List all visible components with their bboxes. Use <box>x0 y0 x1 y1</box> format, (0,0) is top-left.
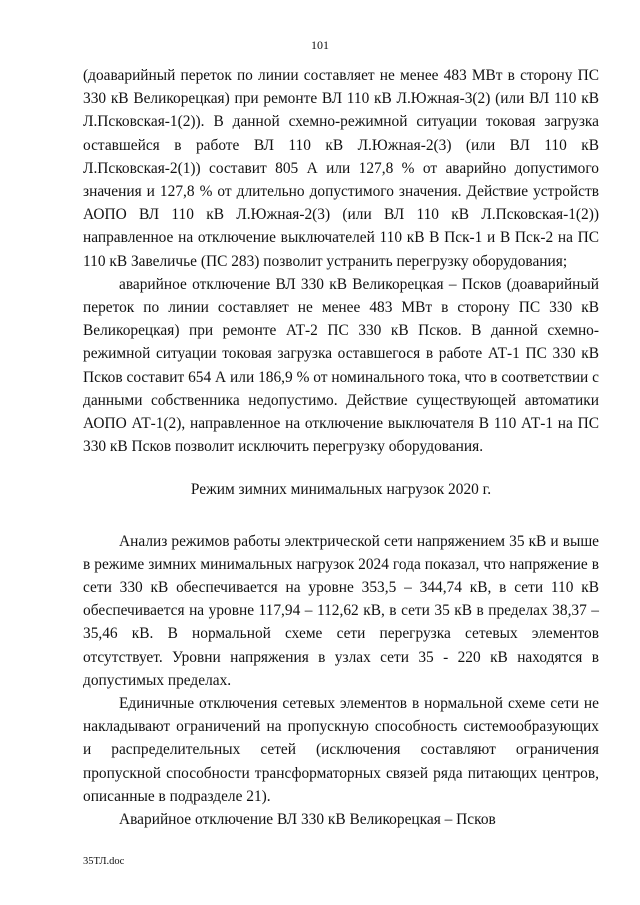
page-number: 101 <box>311 38 329 52</box>
paragraph-single-outages: Единичные отключения сетевых элементов в нормальной схеме сети не накладывают ограничений на пропускную способность системообразующих и распределительных сетей (исключения составляют ограничения пропускной способности трансформаторных связей ряда питающих центров, описанные в подразделе 21). <box>83 695 599 805</box>
paragraph-analysis: Анализ режимов работы электрической сети напряжением 35 кВ и выше в режиме зимних минимальных нагрузок 2024 года показал, что напряжение в сети 330 кВ обеспечивается на уровне 353,5 – 344,74 кВ, в сети 110 кВ обеспечивается на уровне 117,94 – 112,62 кВ, в сети 35 кВ в пределах 38,37 – 35,46 кВ. В нормальной схеме сети перегрузка сетевых элементов отсутствует. Уровни напряжения в узлах сети 35 - 220 кВ находятся в допустимых пределах. <box>83 532 599 689</box>
paragraph-emergency-shutdown-2: Аварийное отключение ВЛ 330 кВ Великорецкая – Псков <box>119 811 496 829</box>
footer-filename: 35ТЛ.doc <box>83 856 125 867</box>
section-heading: Режим зимних минимальных нагрузок 2020 г. <box>190 481 492 499</box>
paragraph-continuation: (доаварийный переток по линии составляет не менее 483 МВт в сторону ПС 330 кВ Великорецкая) при ремонте ВЛ 110 кВ Л.Южная-3(2) (или ВЛ 110 кВ Л.Псковская-1(2)). В данной схемно-режимной ситуации токовая загрузка оставшейся в работе ВЛ 110 кВ Л.Южная-2(3) (или ВЛ 110 кВ Л.Псковская-2(1)) составит 805 А или 127,8 % от аварийно допустимого значения и 127,8 % от длительно допустимого значения. Действие устройств АОПО ВЛ 110 кВ Л.Южная-2(3) (или ВЛ 110 кВ Л.Псковская-1(2)) направленное на отключение выключателей 110 кВ В Пск-1 и В Пск-2 на ПС 110 кВ Завеличье (ПС 283) позволит устранить перегрузку оборудования; <box>83 67 599 270</box>
paragraph-emergency-shutdown: аварийное отключение ВЛ 330 кВ Великорецкая – Псков (доаварийный переток по линии составляет не менее 483 МВт в сторону ПС 330 кВ Великорецкая) при ремонте АТ-2 ПС 330 кВ Псков. В данной схемно-режимной ситуации токовая загрузка оставшегося в работе АТ-1 ПС 330 кВ Псков составит 654 А или 186,9 % от номинального тока, что в соответствии с данными собственника недопустимо. Действие существующей автоматики АОПО АТ-1(2), направленное на отключение выключателя В 110 АТ-1 на ПС 330 кВ Псков позволит исключить перегрузку оборудования. <box>83 275 599 456</box>
document-body <box>83 64 599 831</box>
